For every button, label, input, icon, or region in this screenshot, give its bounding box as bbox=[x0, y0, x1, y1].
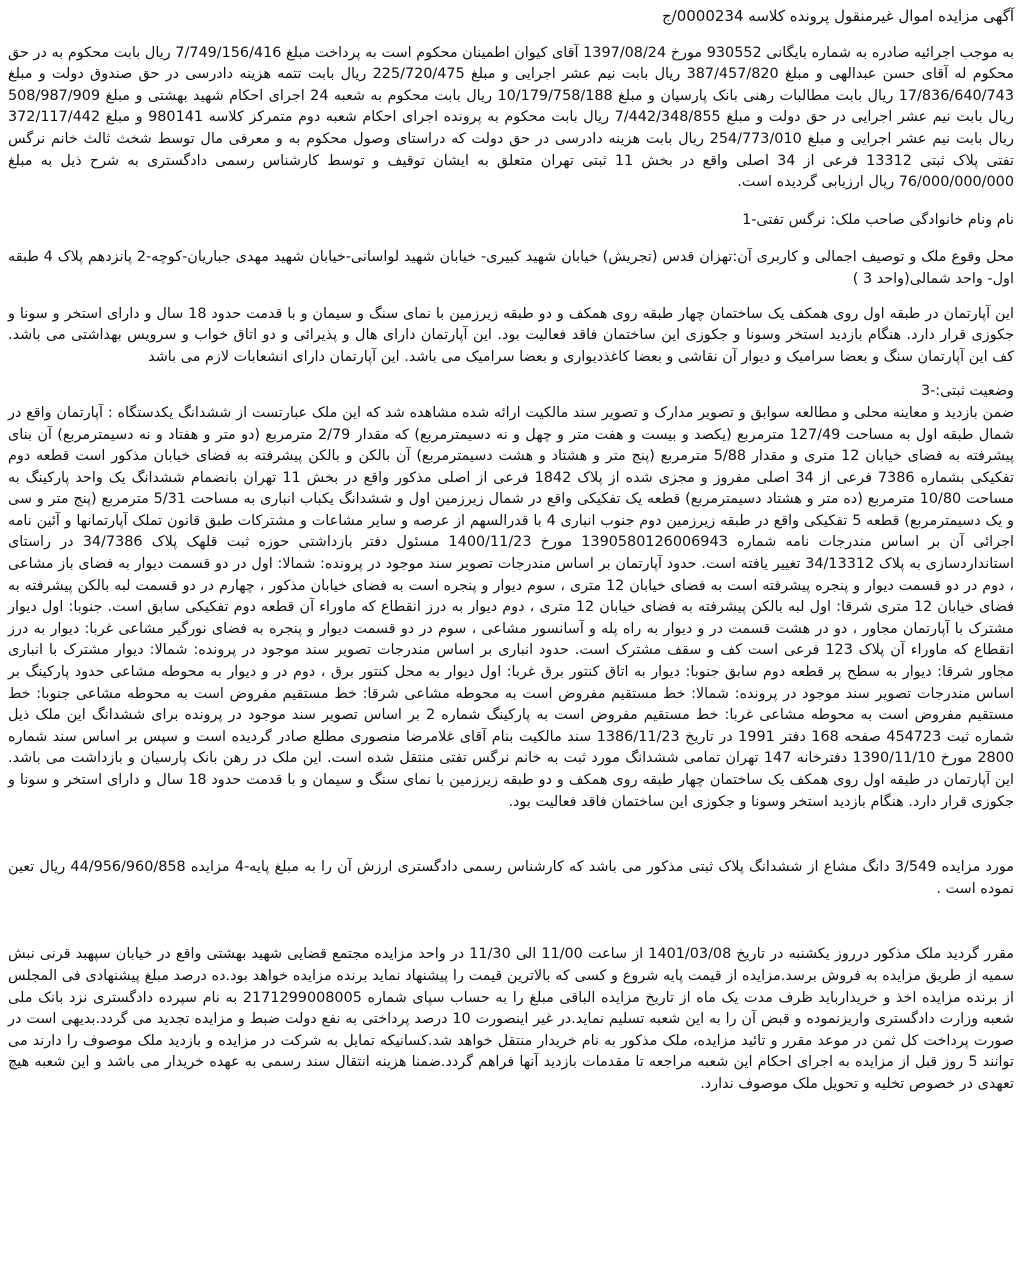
registration-paragraph: ضمن بازدید و معاینه محلی و مطالعه سوابق و تصویر مدارک و تصویر سند مالکیت ارائه شده مشاهده شد که این ملک عبارتست از ششدانگ یکدستگاه : آپارتمان واقع در شمال طبقه اول به مساحت 127/49 مترمربع (یکصد و بیست و هفت متر و چهل و نه دسیمترمربع) که مقدار 2/79 مترمربع (دو متر و هفتاد و نه دسیمترمربع) آن بنای پیشرفته به فضای خیابان 12 متری و مقدار 5/88 مترمربع (پنج متر و هشتاد و هشت دسیمترمربع) آن بالکن و بالکن پیشرفته به فضای خیابان مذکور است قطعه دوم تفکیکی بشماره 7386 فرعی از 34 اصلی مفروز و مجزی شده از پلاک 1842 فرعی از اصلی مذکور واقع در بخش 11 تهران بانضمام ششدانگ یک واحد پارکینگ به مساحت 10/80 مترمربع (ده متر و هشتاد دسیمترمربع) قطعه یک تفکیکی واقع در شمال زیرزمین اول و ششدانگ یکباب انباری به مساحت 5/31 مترمربع (پنج متر و سی و یک دسیمترمربع) قطعه 5 تفکیکی واقع در طبقه زیرزمین دوم جنوب انباری 4 با قدرالسهم از عرصه و سایر مشاعات و مشترکات طبق قانون تملک آپارتمانها و آئین نامه اجرائی آن بر اساس مندرجات نامه شماره 139058012600694З مورخ 1400/11/23 مسئول دفتر بازداشتی حوزه ثبت قلهک پلاک 34/7386 در راستای استانداردسازی به پلاک 34/13312 تغییر یافته است. حدود آپارتمان بر اساس مندرجات تصویر سند موجود در پرونده: شمالا: اول در دو قسمت دیوار به فضای باز مشاعی ، دوم در دو قسمت دیوار و پنجره پیشرفته است به فضای خیابان 12 متری ، سوم دیوار و پنجره است به فضای خیابان مذکور ، چهارم در دو قسمت لبه بالکن پیشرفته به فضای خیابان 12 متری شرقا: اول لبه بالکن پیشرفته به فضای خیابان 12 متری ، دوم دیوار به درز انقطاع که ماوراء آن قطعه دوم تفکیکی سابق است. جنوبا: اول دیوار مشترک با آپارتمان مجاور ، دو در هشت قسمت در و دیوار به راه پله و آسانسور مشاعی ، سوم در دو قسمت دیوار و پنجره به فضای نورگیر مشاعی غربا: دیوار به درز انقطاع که ماوراء آن پلاک 123 فرعی است کف و سقف مشترک است. حدود انباری بر اساس مندرجات تصویر سند موجود در پرونده: شمالا: دیوار مشترک با انباری مجاور شرقا: دیوار به سطح پر قطعه دوم سابق جنوبا: دیوار به اتاق کنتور برق غربا: اول دیوار به محل کنتور برق ، دوم در و دیوار به محوطه مشاعی حدود پارکینگ بر اساس مندرجات تصویر سند موجود در پرونده: شمالا: خط مستقیم مفروض است به محوطه مشاعی شرقا: خط مستقیم مفروض است به محوطه مشاعی جنوبا: خط مستقیم مفروض است به محوطه مشاعی غربا: خط مستقیم مفروض است به پارکینگ شماره 2 بر اساس تصویر سند موجود در پرونده برای ششدانگ این ملک ذیل شماره ثبت 454723 صفحه 168 دفتر 1991 در تاریخ 1386/11/23 سند مالکیت بنام آقای غلامرضا منصوری مطلع صادر گردیده است و سپس بر اساس سند شماره 2800 مورخ 1390/11/10 دفترخانه 147 تهران تمامی ششدانگ مورد ثبت به خانم نرگس تفتی منتقل شده است. این ملک در رهن بانک پارسیان و بازداشت می باشد. این آپارتمان در طبقه اول روی همکف یک ساختمان چهار طبقه روی همکف و دو طبقه زیرزمین با نمای سنگ و سیمان و با قدمت حدود 18 سال و دارای استخر و سونا و جکوزی قرار دارد. هنگام بازدید استخر وسونا و جکوزی این ساختمان فاقد فعالیت بود. bbox=[8, 404, 1015, 810]
description-paragraph: این آپارتمان در طبقه اول روی همکف یک ساختمان چهار طبقه روی همکف و دو طبقه زیرزمین با نمای سنگ و سیمان و با قدمت حدود 18 سال و دارای استخر و سونا و جکوزی قرار دارد. هنگام بازدید استخر وسونا و جکوزی این ساختمان فاقد فعالیت بود. این آپارتمان دارای هال و پذیرائی و دو اتاق خواب و سرویس بهداشتی می باشد. کف این آپارتمان سنگ و بعضا سرامیک و دیوار آن نقاشی و بعضا کاغذدیواری و بعضا سرامیک می باشد. این آپارتمان دارای انشعابات لازم می باشد bbox=[8, 305, 1014, 365]
execution-order-paragraph: به موجب اجرائیه صادره به شماره بایگانی 930552 مورخ 1397/08/24 آقای کیوان اطمینان محکوم است به پرداخت مبلغ 7/749/156/416 ریال بابت محکوم به در حق محکوم له آقای حسن عبدالهی و مبلغ 387/457/820 ریال بابت نیم عشر اجرایی و مبلغ 225/720/475 ریال بابت تتمه هزینه دادرسی در حق صندوق دولت و مبلغ 17/836/640/743 ریال بابت مطالبات رهنی بانک پارسیان و مبلغ 10/179/758/188 ریال بابت محکوم به شعبه 24 اجرای احکام شهید بهشتی و مبلغ 508/987/909 ریال بابت نیم عشر اجرایی در حق دولت و مبلغ 7/442/348/855 ریال بابت محکوم به پرونده اجرای احکام شعبه دوم متمرکز کلاسه 980141 و مبلغ 372/117/442 ریال بابت نیم عشر اجرایی و مبلغ 254/773/010 ریال بابت هزینه دادرسی در حق دولت که دراستای وصول محکوم به و معرفی مال توسط شخث ثالث خانم نرگس تفتی پلاک ثبتی 13312 فرعی از 34 اصلی واقع در بخش 11 ثبتی تهران متعلق به ایشان توقیف و توسط کارشناس رسمی دادگستری به شرح ذیل به مبلغ 76/000/000/000 ریال ارزیابی گردیده است. bbox=[8, 44, 1014, 191]
auction-subject-paragraph: مورد مزایده 3/549 دانگ مشاع از ششدانگ پلاک ثبتی مذکور می باشد که کارشناس رسمی دادگستری ارزش آن را به مبلغ پایه-4 مزایده 44/956/960/858 ریال تعین نموده است . bbox=[8, 859, 1014, 897]
registration-heading: وضعیت ثبتی:-3 bbox=[920, 383, 1014, 400]
owner-line: نام ونام خانوادگی صاحب ملک: نرگس تفتی-1 bbox=[742, 211, 1014, 228]
auction-terms-paragraph: مقرر گردید ملک مذکور درروز یکشنبه در تاریخ 1401/03/08 از ساعت 11/00 الی 11/30 در واحد مزایده مجتمع قضایی شهید بهشتی واقع در خیابان سپهبد قرنی نبش سمیه از طریق مزایده به فروش برسد.مزایده از قیمت پایه شروع و کسی که بالاترین قیمت را پیشنهاد نماید برنده مزایده خواهد بود.ده درصد مبلغ پیشنهادی فی المجلس از برنده مزایده اخذ و خریداربايد ظرف مدت یک ماه از تاریخ مزایده الباقی مبلغ را به حساب سپای شماره 2171299008005 به نام سپرده دادگستری نزد بانک ملی شعبه وزارت دادگستری واریزنموده و قبض آن را به این شعبه تسلیم نماید.در غیر اینصورت 10 درصد پرداختی به نفع دولت ضبط و مزایده تجدید می گردد.بدیهی است در صورت پرداخت کل ثمن در موعد مقرر و تائید مزایده، ملک مذکور به نام خریدار منتقل خواهد شد.کسانیکه تمایل به شرکت در مزایده و بازدید ملک موصوف را دارند می توانند 5 روز قبل از مزایده به اجرای احکام این شعبه مراجعه تا مقدمات بازدید آنها فراهم گردد.ضمنا هزینه انتقال سند رسمی به عهده خریدار می باشد و این شعبه هیچ تعهدی در خصوص تخلیه و تحویل ملک موصوف ندارد. bbox=[8, 946, 1015, 1092]
notice-title: آگهی مزایده اموال غیرمنقول پرونده کلاسه 0000234/ج bbox=[661, 7, 1014, 25]
location-paragraph: محل وقوع ملک و توصیف اجمالی و کاربری آن:تهزان قدس (تجریش) خیابان شهید کبیری- خیابان شهید لواسانی-خیابان شهید مهدی جباریان-کوچه-2 پانزدهم پلاک 4 طبقه اول- واحد شمالی(واحد 3 ) bbox=[8, 249, 1014, 287]
auction-notice bbox=[8, 6, 1014, 1096]
